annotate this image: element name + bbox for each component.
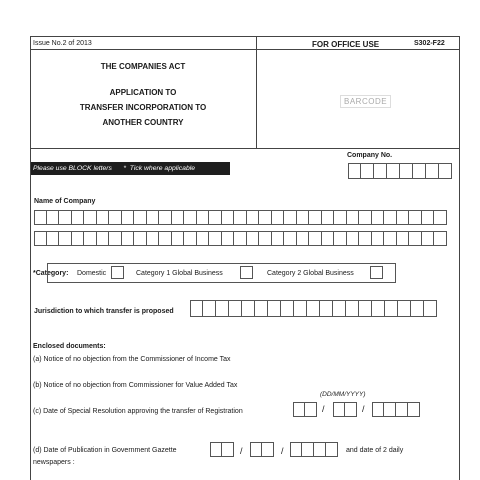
gazette-date-month[interactable] [250, 442, 274, 457]
barcode-placeholder: BARCODE [340, 95, 391, 108]
form-code: S302-F22 [414, 40, 445, 47]
date-format-hint: (DD/MM/YYYY) [320, 391, 366, 398]
name-of-company-label: Name of Company [34, 198, 96, 205]
category-option-1-label: Category 1 Global Business [136, 270, 223, 277]
date-slash: / [281, 446, 284, 456]
issue-number: Issue No.2 of 2013 [33, 40, 92, 47]
block-letters-note: Please use BLOCK letters [33, 165, 112, 172]
date-slash: / [322, 404, 325, 414]
category-domestic-checkbox[interactable] [111, 266, 124, 279]
company-name-field-row-1[interactable] [34, 210, 447, 225]
enclosed-item-b: (b) Notice of no objection from Commissioner for Value Added Tax [33, 382, 238, 389]
gazette-date-year[interactable] [290, 442, 338, 457]
header-column-divider [256, 36, 257, 148]
enclosed-item-d-continued: newspapers : [33, 459, 75, 466]
category-1-checkbox[interactable] [240, 266, 253, 279]
resolution-date-month[interactable] [333, 402, 357, 417]
enclosed-item-c: (c) Date of Special Resolution approving the transfer of Registration [33, 408, 243, 415]
daily-newspapers-note: and date of 2 daily [346, 447, 404, 454]
header-divider [30, 49, 460, 50]
company-no-field[interactable] [348, 163, 452, 179]
enclosed-documents-heading: Enclosed documents: [33, 343, 106, 350]
form-title-line-3: ANOTHER COUNTRY [102, 118, 184, 127]
office-use-label: FOR OFFICE USE [312, 40, 380, 49]
category-option-domestic-label: Domestic [77, 270, 107, 277]
category-label: *Category: [33, 270, 69, 277]
tick-note: * Tick where applicable [123, 165, 196, 172]
enclosed-item-a: (a) Notice of no objection from the Commissioner of Income Tax [33, 356, 231, 363]
gazette-date-day[interactable] [210, 442, 234, 457]
enclosed-item-d: (d) Date of Publication in Government Gazette [33, 447, 177, 454]
form-title-line-1: APPLICATION TO [109, 88, 177, 97]
date-slash: / [362, 404, 365, 414]
jurisdiction-field[interactable] [190, 300, 437, 317]
title-divider [30, 148, 460, 149]
act-title: THE COMPANIES ACT [100, 62, 186, 71]
category-option-2-label: Category 2 Global Business [267, 270, 354, 277]
resolution-date-day[interactable] [293, 402, 317, 417]
company-name-field-row-2[interactable] [34, 231, 447, 246]
company-no-label: Company No. [347, 152, 393, 159]
instruction-banner [31, 162, 230, 175]
resolution-date-year[interactable] [372, 402, 420, 417]
category-2-checkbox[interactable] [370, 266, 383, 279]
form-title-line-2: TRANSFER INCORPORATION TO [79, 103, 207, 112]
date-slash: / [240, 446, 243, 456]
jurisdiction-label: Jurisdiction to which transfer is proposed [34, 308, 174, 315]
